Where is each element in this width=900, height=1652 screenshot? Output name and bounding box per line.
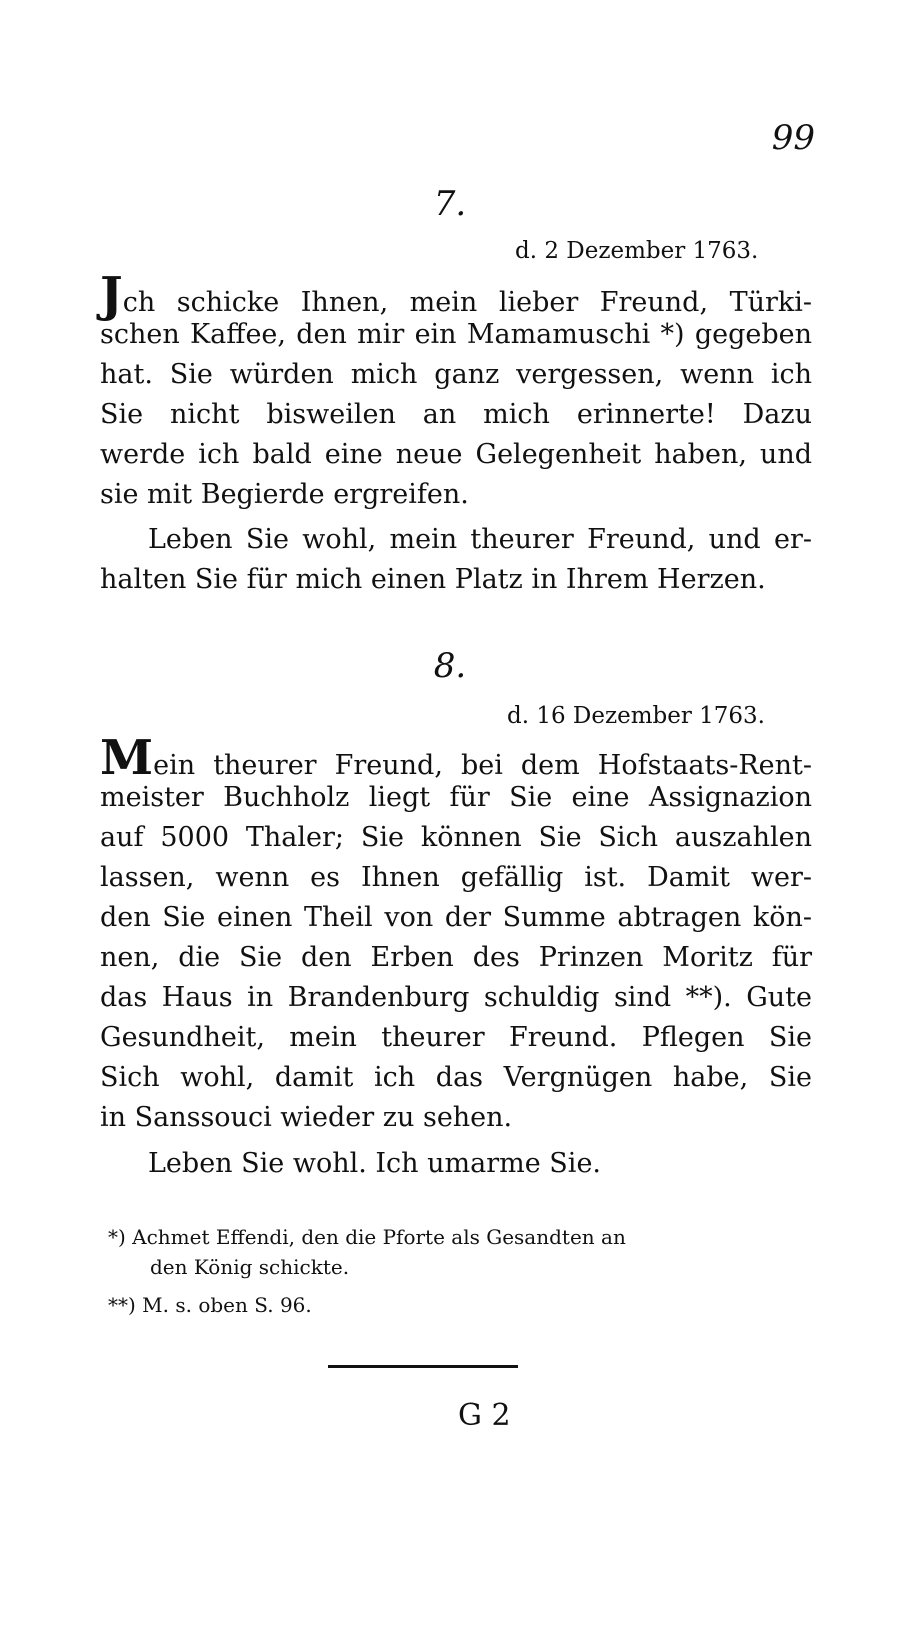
letter-8-body	[100, 730, 812, 1138]
line-text: ein theurer Freund, bei dem Hofstaats-Rent-	[153, 750, 812, 781]
body-line: nen, die Sie den Erben des Prinzen Moritz für	[100, 942, 812, 973]
body-line: den Sie einen Theil von der Summe abtragen kön-	[100, 902, 812, 933]
body-line	[100, 730, 812, 786]
signature-mark: G 2	[458, 1398, 511, 1433]
footnote-1	[108, 1222, 626, 1282]
footnote-continuation: den König schickte.	[150, 1255, 350, 1279]
drop-cap: J	[100, 267, 123, 323]
drop-cap: M	[100, 730, 154, 786]
body-line: sie mit Begierde ergreifen.	[100, 479, 469, 510]
footnote-text: *) Achmet Effendi, den die Pforte als Gesandten an	[108, 1225, 626, 1249]
letter-7-body	[100, 267, 812, 515]
letter-7-closing	[100, 520, 812, 600]
body-line: hat. Sie würden mich ganz vergessen, wenn ich	[100, 359, 812, 390]
body-line	[100, 267, 812, 323]
letter-number-7: 7.	[433, 184, 467, 224]
page-number: 99	[771, 118, 815, 158]
body-line: auf 5000 Thaler; Sie können Sie Sich auszahlen	[100, 822, 812, 853]
body-line: in Sanssouci wieder zu sehen.	[100, 1102, 513, 1133]
body-line: meister Buchholz liegt für Sie eine Assignazion	[100, 782, 812, 813]
closing-line: halten Sie für mich einen Platz in Ihrem Herzen.	[100, 564, 766, 595]
body-line: Gesundheit, mein theurer Freund. Pflegen Sie	[100, 1022, 812, 1053]
body-line: Sich wohl, damit ich das Vergnügen habe, Sie	[100, 1062, 812, 1093]
body-line: das Haus in Brandenburg schuldig sind **). Gute	[100, 982, 812, 1013]
body-line: lassen, wenn es Ihnen gefällig ist. Damit wer-	[100, 862, 812, 893]
letter-7-date: d. 2 Dezember 1763.	[515, 238, 759, 264]
body-line: werde ich bald eine neue Gelegenheit haben, und	[100, 439, 812, 470]
line-text: ch schicke Ihnen, mein lieber Freund, Türki-	[122, 287, 812, 318]
letter-number-8: 8.	[433, 646, 467, 686]
closing-line: Leben Sie wohl, mein theurer Freund, und er-	[148, 524, 812, 555]
footnote-2: **) M. s. oben S. 96.	[108, 1293, 312, 1317]
letter-8-closing: Leben Sie wohl. Ich umarme Sie.	[148, 1148, 602, 1179]
body-line: schen Kaffee, den mir ein Mamamuschi *) gegeben	[100, 319, 812, 350]
divider-rule	[328, 1365, 518, 1368]
letter-8-date: d. 16 Dezember 1763.	[507, 703, 765, 729]
body-line: Sie nicht bisweilen an mich erinnerte! Dazu	[100, 399, 812, 430]
